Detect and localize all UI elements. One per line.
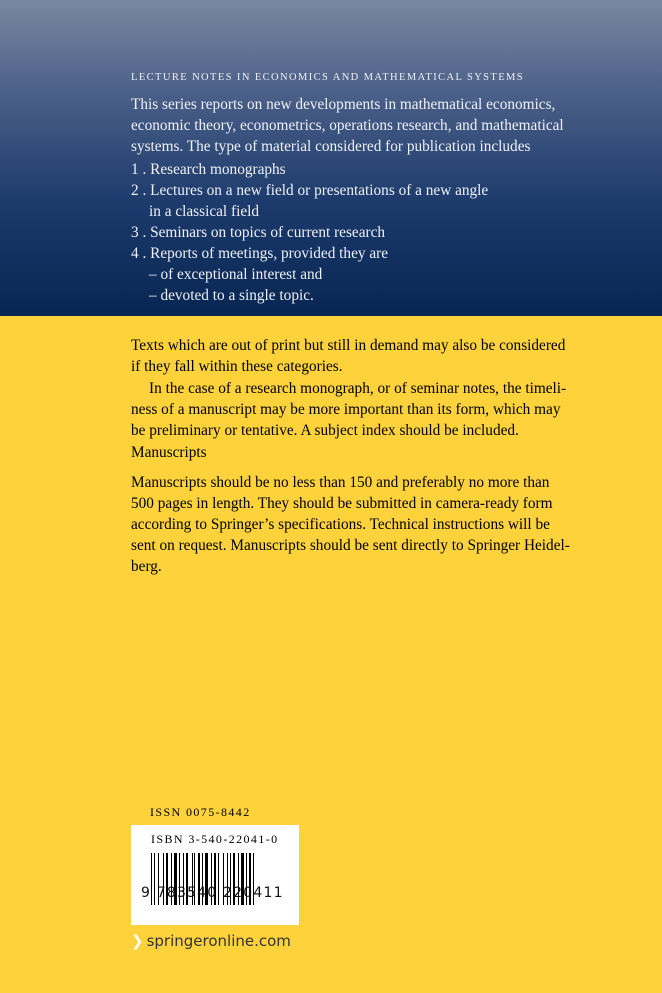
list-item: 2 . Lectures on a new field or presentations of a new angle — [131, 182, 489, 199]
intro-line: systems. The type of material considered for publication includes — [131, 138, 531, 155]
paragraph-line: berg. — [131, 558, 162, 575]
manuscripts-heading: Manuscripts — [131, 444, 207, 461]
paragraph-line: Manuscripts should be no less than 150 and preferably no more than — [131, 474, 550, 491]
paragraph-line: ness of a manuscript may be more important than its form, which may — [131, 401, 561, 418]
paragraph-line: according to Springer’s specifications. Technical instructions will be — [131, 516, 550, 533]
barcode-box — [131, 825, 299, 925]
barcode-digits: 9 783540 220411 — [141, 885, 284, 901]
barcode — [151, 853, 277, 913]
paragraph-line: if they fall within these categories. — [131, 358, 343, 375]
website-link[interactable] — [131, 932, 291, 950]
list-item: 1 . Research monographs — [131, 161, 286, 178]
intro-line: economic theory, econometrics, operations research, and mathematical — [131, 117, 564, 134]
list-item: 4 . Reports of meetings, provided they are — [131, 245, 389, 262]
paragraph-line: 500 pages in length. They should be submitted in camera-ready form — [131, 495, 553, 512]
chevron-right-icon: ❯ — [131, 932, 144, 950]
paragraph-line: In the case of a research monograph, or of seminar notes, the timeli- — [149, 380, 567, 397]
list-item: in a classical field — [149, 203, 260, 220]
series-info-panel — [0, 0, 662, 316]
list-item: – of exceptional interest and — [149, 266, 323, 283]
issn: ISSN 0075-8442 — [150, 805, 251, 819]
paragraph-line: sent on request. Manuscripts should be sent directly to Springer Heidel- — [131, 537, 570, 554]
paragraph-line: Texts which are out of print but still in demand may also be considered — [131, 337, 566, 354]
isbn: ISBN 3-540-22041-0 — [151, 832, 279, 846]
paragraph-line: be preliminary or tentative. A subject index should be included. — [131, 422, 519, 439]
list-item: – devoted to a single topic. — [149, 287, 314, 304]
series-title: LECTURE NOTES IN ECONOMICS AND MATHEMATICAL SYSTEMS — [131, 72, 525, 83]
website-text: springeronline.com — [146, 932, 291, 950]
list-item: 3 . Seminars on topics of current research — [131, 224, 386, 241]
intro-line: This series reports on new developments in mathematical economics, — [131, 96, 556, 113]
